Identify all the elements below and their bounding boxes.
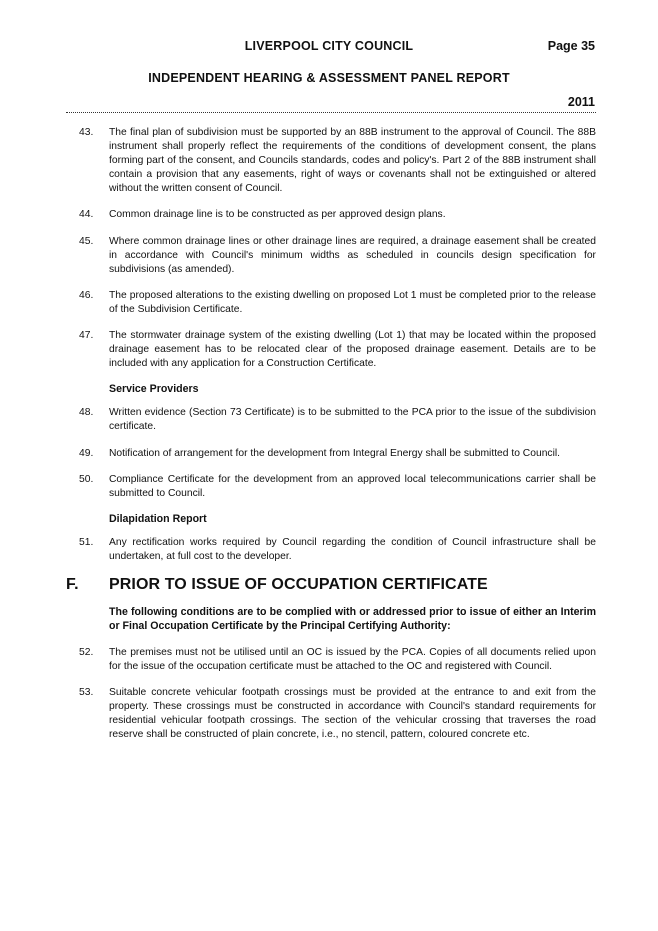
condition-number: 50. [79,473,94,485]
document-body [0,126,658,754]
header-report-title: INDEPENDENT HEARING & ASSESSMENT PANEL REPORT [148,71,510,85]
condition-text: Compliance Certificate for the development from an approved local telecommunications carrier shall be submitted to Council. [109,473,596,499]
conditions-group-a [0,126,658,371]
condition-item [0,447,658,461]
condition-item [0,289,658,317]
condition-item [0,126,658,196]
condition-number: 47. [79,330,94,342]
condition-text: The proposed alterations to the existing dwelling on proposed Lot 1 must be completed prior to the release of the Subdivision Certificate. [109,289,596,315]
condition-item [0,686,658,742]
header-council-name: LIVERPOOL CITY COUNCIL [244,39,414,53]
condition-text: Notification of arrangement for the development from Integral Energy shall be submitted to Council. [109,447,561,459]
condition-text: The final plan of subdivision must be supported by an 88B instrument to the approval of Council. The 88B instrument shall properly reflect the requirements of the conditions of development consent, the plans forming part of the consent, and Councils standards, codes and policy's. Part 2 of the 88B instrument shall contain a provision that any easements, right of ways or covenants shall not be extinguished or altered without the written consent of Council. [109,127,596,195]
condition-item [0,329,658,371]
section-letter: F. [66,575,79,593]
condition-text: Written evidence (Section 73 Certificate) is to be submitted to the PCA prior to the issue of the subdivision certificate. [109,407,596,433]
condition-text: Where common drainage lines or other drainage lines are required, a drainage easement shall be created in accordance with Council's minimum widths as scheduled in councils design specification for subdivisions (as amended). [109,235,596,275]
subheading-dilapidation-report: Dilapidation Report [109,512,207,525]
header-divider [66,112,596,113]
condition-number: 48. [79,407,94,419]
condition-number: 52. [79,646,94,658]
condition-text: The stormwater drainage system of the existing dwelling (Lot 1) that may be located within the proposed drainage easement has to be relocated clear of the proposed drainage easement. Details are to be included with any application for a Construction Certificate. [109,330,596,370]
condition-number: 53. [79,686,94,698]
section-intro: The following conditions are to be complied with or addressed prior to issue of either an Interim or Final Occupation Certificate by the Principal Certifying Authority: [109,605,596,632]
condition-number: 45. [79,235,94,247]
section-heading [0,576,658,594]
condition-item [0,473,658,501]
condition-item [0,536,658,564]
conditions-group-c [0,536,658,564]
subheading-service-providers: Service Providers [109,383,199,396]
condition-text: Common drainage line is to be constructed as per approved design plans. [109,209,446,221]
header-page-number: Page 35 [547,39,595,53]
condition-text: The premises must not be utilised until an OC is issued by the PCA. Copies of all documents relied upon for the issue of the occupation certificate must be attached to the OC and registered with Council. [109,646,596,672]
condition-number: 43. [79,127,94,138]
condition-number: 44. [79,209,94,221]
condition-item [0,646,658,674]
conditions-group-d [0,646,658,743]
header-year: 2011 [567,95,595,109]
condition-text: Suitable concrete vehicular footpath crossings must be provided at the entrance to and exit from the property. These crossings must be constructed in accordance with Council's standard requirements for residential vehicular footpath crossings. The section of the vehicular crossing that traverses the road reserve shall be constructed of plain concrete, i.e., no stencil, pattern, coloured concrete etc. [109,686,596,741]
condition-number: 51. [79,536,94,548]
condition-number: 46. [79,289,94,301]
condition-item [0,235,658,277]
condition-item [0,406,658,434]
condition-number: 49. [79,447,94,459]
condition-text: Any rectification works required by Council regarding the condition of Council infrastructure shall be undertaken, at full cost to the developer. [109,536,596,562]
conditions-group-b [0,406,658,500]
condition-item [0,208,658,222]
section-title: PRIOR TO ISSUE OF OCCUPATION CERTIFICATE [109,575,488,593]
